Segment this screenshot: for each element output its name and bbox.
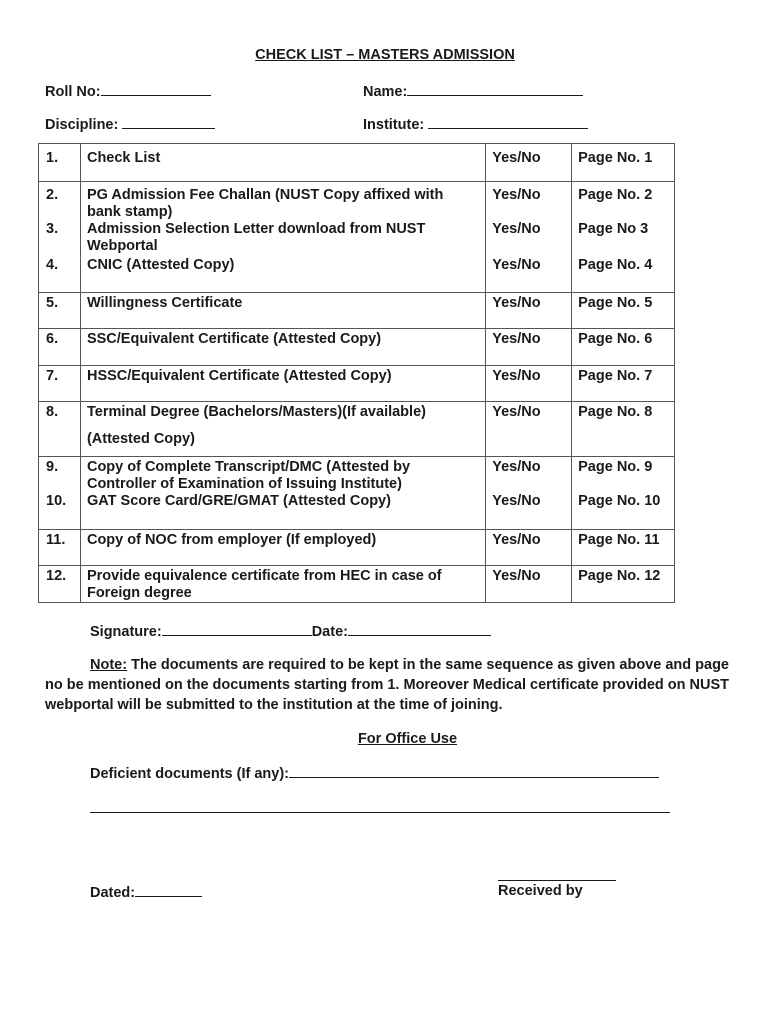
name-label: Name: [363,84,408,100]
note-label: Note: [90,657,128,673]
row-page: Page No. 10 [572,493,675,530]
row-number: 10. [39,493,81,530]
row-item: GAT Score Card/GRE/GMAT (Attested Copy) [80,493,485,530]
table-row [39,401,675,456]
row-item: PG Admission Fee Challan (NUST Copy affixed with bank stamp) [80,182,485,222]
signature-label: Signature: [90,624,162,640]
row-yesno[interactable]: Yes/No [486,292,572,328]
signature-blank[interactable] [162,622,312,636]
institute-field[interactable] [363,115,588,133]
row-page: Page No. 11 [572,530,675,566]
row-yesno[interactable]: Yes/No [486,144,572,182]
table-row [39,182,675,222]
table-row [39,493,675,530]
row-number: 3. [39,221,81,257]
row-page: Page No. 6 [572,328,675,365]
row-page: Page No. 5 [572,292,675,328]
row-page: Page No 3 [572,221,675,257]
row-item: Copy of Complete Transcript/DMC (Attested by Controller of Examination of Issuing Institute) [80,456,485,493]
row-item: Willingness Certificate [80,292,485,328]
name-field[interactable] [363,82,583,100]
deficient-documents-label: Deficient documents (If any): [90,766,289,782]
row-page: Page No. 8 [572,401,675,456]
roll-no-label: Roll No: [45,84,101,100]
note-paragraph [45,655,735,715]
deficient-documents-field[interactable] [90,764,659,782]
row-yesno[interactable]: Yes/No [486,328,572,365]
table-row [39,365,675,401]
deficient-documents-blank[interactable] [289,764,659,778]
table-row [39,566,675,603]
table-row [39,221,675,257]
row-item: HSSC/Equivalent Certificate (Attested Copy) [80,365,485,401]
row-number: 4. [39,257,81,292]
row-number: 2. [39,182,81,222]
row-page: Page No. 1 [572,144,675,182]
row-page: Page No. 9 [572,456,675,493]
received-by-label: Received by [498,883,583,899]
row-yesno[interactable]: Yes/No [486,566,572,603]
checklist-table [38,143,675,603]
table-row [39,144,675,182]
office-use-heading: For Office Use [357,731,458,747]
row-item: SSC/Equivalent Certificate (Attested Copy) [80,328,485,365]
signature-field[interactable] [90,622,491,640]
deficient-documents-line[interactable] [90,812,670,813]
row-number: 11. [39,530,81,566]
roll-no-field[interactable] [45,82,211,100]
date-blank[interactable] [348,622,491,636]
row-number: 6. [39,328,81,365]
row-yesno[interactable]: Yes/No [486,493,572,530]
table-row [39,328,675,365]
row-item-cell [80,401,485,456]
table-row [39,257,675,292]
row-item: Terminal Degree (Bachelors/Masters)(If available) [86,403,426,420]
dated-blank[interactable] [135,883,202,897]
name-blank[interactable] [407,82,583,96]
discipline-blank[interactable] [122,115,215,129]
discipline-field[interactable] [45,115,215,133]
row-number: 9. [39,456,81,493]
row-item: Copy of NOC from employer (If employed) [80,530,485,566]
row-number: 7. [39,365,81,401]
roll-no-blank[interactable] [101,82,211,96]
row-yesno[interactable]: Yes/No [486,456,572,493]
row-yesno[interactable]: Yes/No [486,257,572,292]
row-number: 1. [39,144,81,182]
page-title: CHECK LIST – MASTERS ADMISSION [255,47,515,63]
institute-blank[interactable] [428,115,588,129]
row-yesno[interactable]: Yes/No [486,365,572,401]
row-item-extra: (Attested Copy) [86,430,195,447]
row-number: 5. [39,292,81,328]
discipline-label: Discipline: [45,117,119,133]
table-row [39,292,675,328]
received-by-signature-line[interactable] [498,880,616,881]
row-page: Page No. 4 [572,257,675,292]
row-number: 12. [39,566,81,603]
institute-label: Institute: [363,117,425,133]
dated-field[interactable] [90,883,202,901]
table-row [39,530,675,566]
table-row [39,456,675,493]
date-label: Date: [311,624,348,640]
row-item: Provide equivalence certificate from HEC in case of Foreign degree [80,566,485,603]
row-item: Check List [80,144,485,182]
row-item: CNIC (Attested Copy) [80,257,485,292]
dated-label: Dated: [90,885,136,901]
row-page: Page No. 12 [572,566,675,603]
row-yesno[interactable]: Yes/No [486,182,572,222]
row-page: Page No. 2 [572,182,675,222]
note-text: The documents are required to be kept in the same sequence as given above and page no be mentioned on the documents starting from 1. Moreover Medical certificate provided on NUST webportal will be submitted to the institution at the time of joining. [45,657,730,713]
row-yesno[interactable]: Yes/No [486,401,572,456]
row-yesno[interactable]: Yes/No [486,530,572,566]
row-number: 8. [39,401,81,456]
row-yesno[interactable]: Yes/No [486,221,572,257]
row-item: Admission Selection Letter download from NUST Webportal [80,221,485,257]
row-page: Page No. 7 [572,365,675,401]
